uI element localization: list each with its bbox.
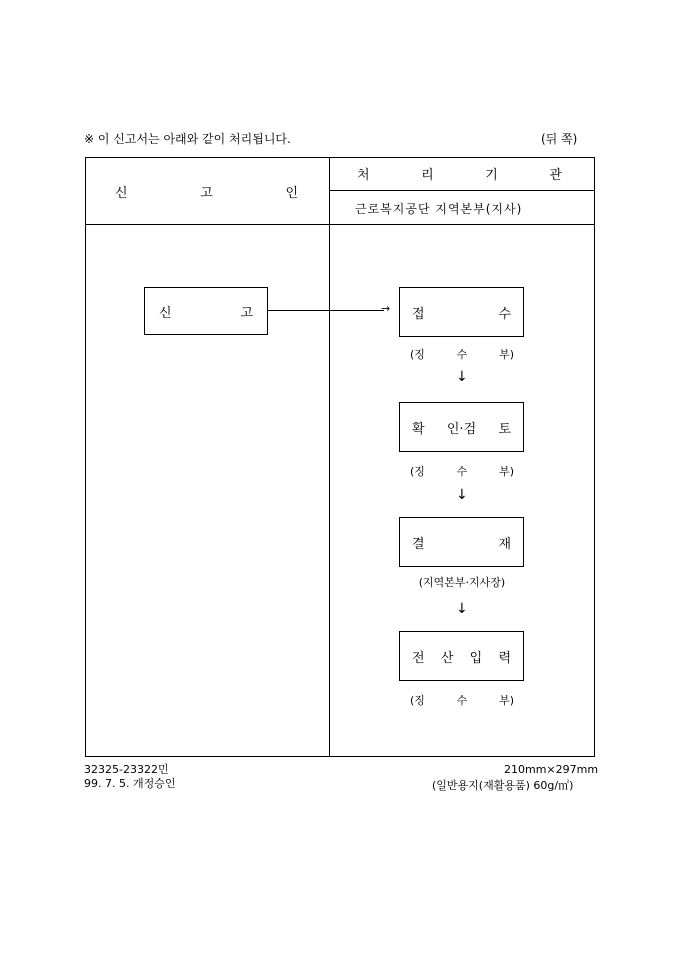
step-char: 재 <box>498 536 511 552</box>
arrow-down-icon: ↓ <box>456 601 468 617</box>
paper-size: 210mm×297mm <box>504 763 599 776</box>
page-side-label: (뒤 쪽) <box>541 132 578 146</box>
step-char: 결 <box>412 536 425 552</box>
step-review-box <box>399 402 524 452</box>
dept-char: (징 <box>410 694 425 707</box>
header-divider <box>85 224 595 225</box>
step-receipt-box <box>399 287 524 337</box>
connector-line <box>268 310 384 311</box>
header-char: 신 <box>115 186 128 201</box>
form-footer-left <box>84 763 175 791</box>
dept-char: 부) <box>499 465 514 478</box>
agency-column-header <box>357 164 562 183</box>
arrow-down-icon: ↓ <box>456 369 468 385</box>
step-char: 인·검 <box>446 421 477 437</box>
dept-char: 수 <box>456 465 468 478</box>
step-char: 수 <box>498 306 511 322</box>
step-data-entry-box <box>399 631 524 681</box>
dept-char: (징 <box>410 348 425 361</box>
header-char: 처 <box>357 168 370 183</box>
column-divider <box>329 157 330 757</box>
report-box <box>144 287 268 335</box>
report-char: 고 <box>240 305 253 321</box>
approval-date: 99. 7. 5. 개정승인 <box>84 777 176 790</box>
header-char: 관 <box>549 168 562 183</box>
header-char: 리 <box>421 168 434 183</box>
step-char: 토 <box>498 421 511 437</box>
step-char: 접 <box>412 306 425 322</box>
dept-char: 부) <box>499 694 514 707</box>
dept-char: 수 <box>456 348 468 361</box>
step-review-dept <box>410 463 514 479</box>
step-char: 입 <box>469 650 483 666</box>
agency-name: 근로복지공단 지역본부(지사) <box>355 202 523 216</box>
header-char: 인 <box>285 186 298 201</box>
step-approval-dept: (지역본부·지사장) <box>418 576 506 589</box>
header-char: 기 <box>485 168 498 183</box>
dept-char: 수 <box>456 694 468 707</box>
step-char: 산 <box>440 650 454 666</box>
arrow-down-icon: ↓ <box>456 487 468 503</box>
arrow-right-icon: → <box>381 302 391 315</box>
processing-note: ※ 이 신고서는 아래와 같이 처리됩니다. <box>84 132 291 146</box>
dept-char: 부) <box>499 348 514 361</box>
dept-char: (징 <box>410 465 425 478</box>
form-number: 32325-23322민 <box>84 763 169 776</box>
step-char: 전 <box>412 650 425 666</box>
paper-type: (일반용지(재활용품) 60g/㎡) <box>432 779 574 792</box>
reporter-column-header <box>115 182 298 201</box>
header-char: 고 <box>200 186 213 201</box>
step-char: 력 <box>498 650 511 666</box>
step-receipt-dept <box>410 346 514 362</box>
step-approval-box <box>399 517 524 567</box>
agency-header-divider <box>329 190 595 191</box>
step-char: 확 <box>412 421 425 437</box>
step-data-entry-dept <box>410 692 514 708</box>
report-char: 신 <box>159 305 172 321</box>
